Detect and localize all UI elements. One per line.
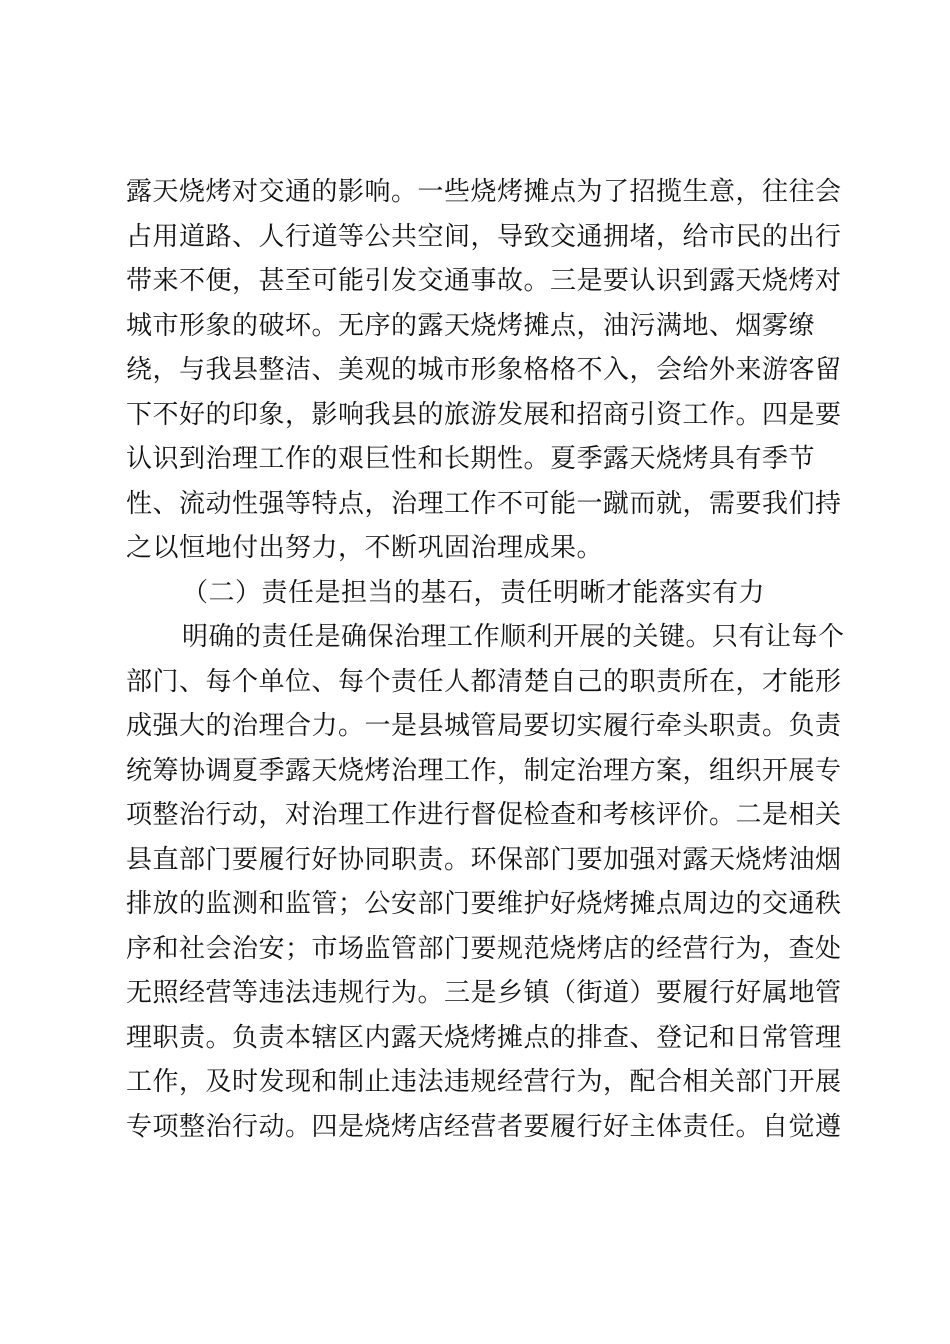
document-body [126, 170, 845, 1149]
text-line: 城市形象的破坏。无序的露天烧烤摊点，油污满地、烟雾缭 [126, 310, 816, 341]
text-line: 专项整治行动。四是烧烤店经营者要履行好主体责任。自觉遵 [126, 1111, 842, 1142]
text-line: 县直部门要履行好协同职责。环保部门要加强对露天烧烤油烟 [126, 844, 842, 875]
text-line: 序和社会治安；市场监管部门要规范烧烤店的经营行为，查处 [126, 933, 842, 964]
text-line: 排放的监测和监管；公安部门要维护好烧烤摊点周边的交通秩 [126, 889, 842, 919]
text-line: 成强大的治理合力。一是县城管局要切实履行牵头职责。负责 [126, 711, 842, 741]
text-line: 认识到治理工作的艰巨性和长期性。夏季露天烧烤具有季节 [126, 444, 816, 474]
text-line: 统筹协调夏季露天烧烤治理工作，制定治理方案，组织开展专 [126, 755, 842, 786]
text-line: 项整治行动，对治理工作进行督促检查和考核评价。二是相关 [126, 800, 842, 830]
text-line: 理职责。负责本辖区内露天烧烤摊点的排查、登记和日常管理 [126, 1022, 842, 1053]
text-line: 绕，与我县整洁、美观的城市形象格格不入，会给外来游客留 [126, 355, 842, 385]
section-heading: （二）责任是担当的基石，责任明晰才能落实有力 [182, 577, 766, 608]
text-line: 明确的责任是确保治理工作顺利开展的关键。只有让每个 [182, 622, 845, 652]
text-line: 工作，及时发现和制止违法违规经营行为，配合相关部门开展 [126, 1067, 842, 1097]
text-line: 带来不便，甚至可能引发交通事故。三是要认识到露天烧烤对 [126, 266, 842, 296]
text-line: 下不好的印象，影响我县的旅游发展和招商引资工作。四是要 [126, 399, 842, 430]
text-line: 部门、每个单位、每个责任人都清楚自己的职责所在，才能形 [126, 666, 842, 697]
text-line: 占用道路、人行道等公共空间，导致交通拥堵，给市民的出行 [126, 221, 842, 252]
text-line: 性、流动性强等特点，治理工作不可能一蹴而就，需要我们持 [126, 488, 842, 519]
text-line: 露天烧烤对交通的影响。一些烧烤摊点为了招揽生意，往往会 [126, 177, 842, 207]
text-line: 无照经营等违法违规行为。三是乡镇（街道）要履行好属地管 [126, 978, 842, 1008]
text-line: 之以恒地付出努力，不断巩固治理成果。 [126, 533, 604, 563]
